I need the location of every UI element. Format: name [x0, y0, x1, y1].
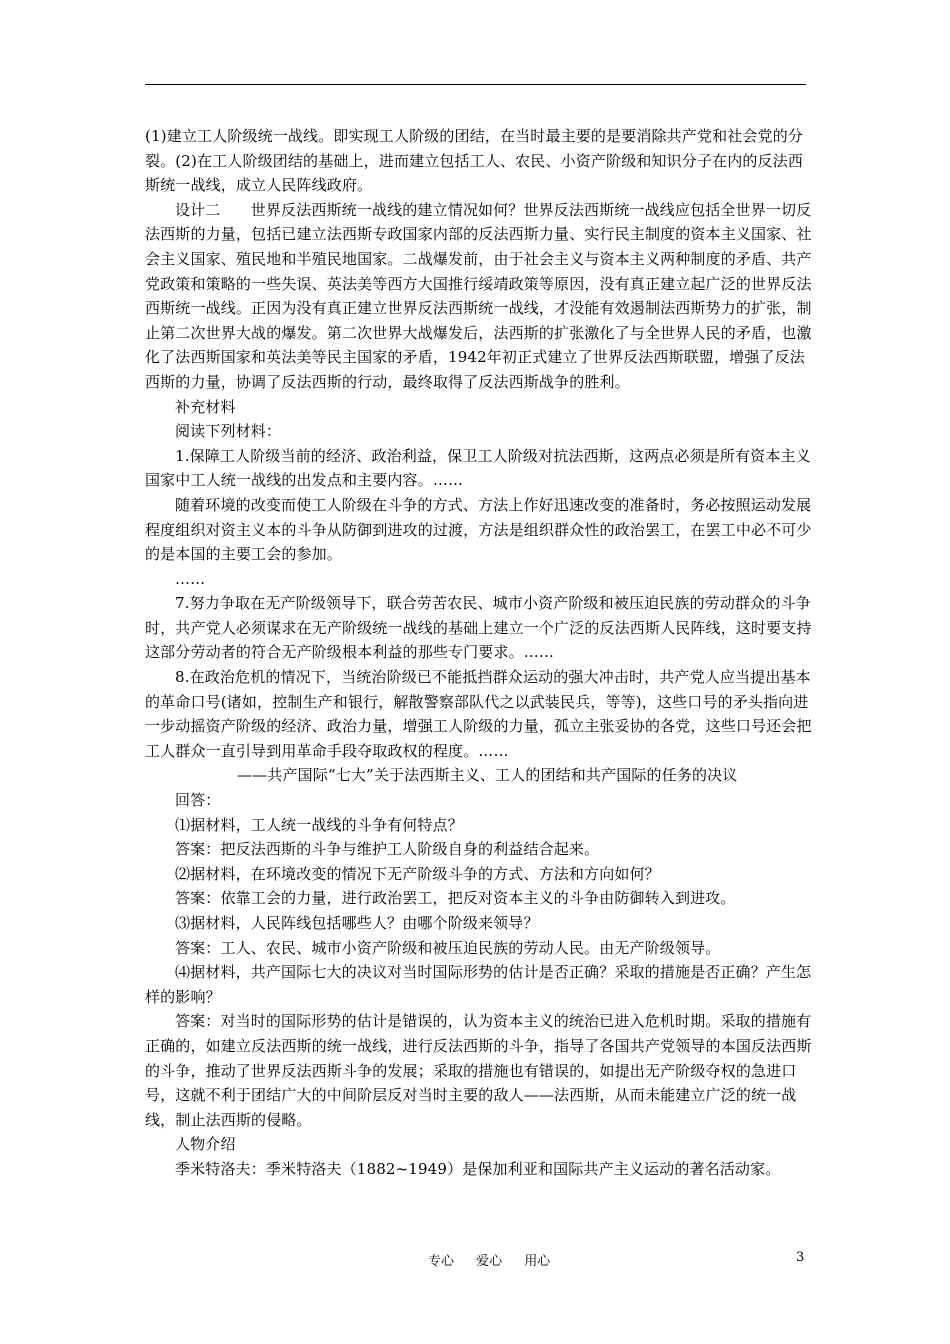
header-rule: [145, 84, 806, 85]
document-body: [145, 124, 815, 1182]
footer-motto: 专心 爱心 用心: [428, 1254, 551, 1269]
question-4: ⑷据材料，共产国际七大的决议对当时国际形势的估计是否正确？采取的措施是否正确？产生怎样的影响？: [145, 963, 812, 1006]
material-item-1: 1.保障工人阶级当前的经济、政治利益，保卫工人阶级对抗法西斯，这两点必须是所有资本主义国家中工人统一战线的出发点和主要内容。……: [145, 446, 811, 490]
page-number: 3: [796, 1250, 805, 1265]
heading-person: 人物介绍: [175, 1135, 236, 1154]
answer-3: 答案：工人、农民、城市小资产阶级和被压迫民族的劳动人民。由无产阶级领导。: [175, 938, 721, 957]
answer-1: 答案：把反法西斯的斗争与维护工人阶级自身的利益结合起来。: [175, 840, 600, 859]
para-design-2: 设计二 世界反法西斯统一战线的建立情况如何？世界反法西斯统一战线应包括全世界一切反法西斯的力量，包括已建立法西斯专政国家内部的反法西斯力量、实行民主制度的资本主义国家、社会主义国家、殖民地和半殖民地国家。二战爆发前，由于社会主义与资本主义两种制度的矛盾、共产党政策和策略的一些失误、英法美等西方大国推行绥靖政策等原因，没有真正建立起广泛的世界反法西斯统一战线。正因为没有真正建立世界反法西斯统一战线，才没能有效遏制法西斯势力的扩张，制止第二次世界大战的爆发。第二次世界大战爆发后，法西斯的扩张激化了与全世界人民的矛盾，也激化了法西斯国家和英法美等民主国家的矛盾，1942年初正式建立了世界反法西斯联盟，增强了反法西斯的力量，协调了反法西斯的行动，最终取得了反法西斯战争的胜利。: [145, 200, 812, 391]
person-intro: 季米特洛夫：季米特洛夫（1882~1949）是保加利亚和国际共产主义运动的著名活动家。: [175, 1159, 781, 1178]
question-2: ⑵据材料，在环境改变的情况下无产阶级斗争的方式、方法和方向如何？: [175, 864, 660, 883]
material-item-7: 7.努力争取在无产阶级领导下，联合劳苦农民、城市小资产阶级和被压迫民族的劳动群众的斗争时，共产党人必须谋求在无产阶级统一战线的基础上建立一个广泛的反法西斯人民阵线，这时要支持这部分劳动者的符合无产阶级根本利益的那些专门要求。……: [145, 594, 812, 662]
para-points: (1)建立工人阶级统一战线。即实现工人阶级的团结，在当时最主要的是要消除共产党和社会党的分裂。(2)在工人阶级团结的基础上，进而建立包括工人、农民、小资产阶级和知识分子在内的反法西斯统一战线，成立人民阵线政府。: [145, 127, 804, 195]
material-source: ——共产国际“七大”关于法西斯主义、工人的团结和共产国际的任务的决议: [237, 766, 738, 785]
question-1: ⑴据材料，工人统一战线的斗争有何特点？: [175, 815, 463, 834]
answer-4: 答案：对当时的国际形势的估计是错误的，认为资本主义的统治已进入危机时期。采取的措施有正确的，如建立反法西斯的统一战线，进行反法西斯的斗争，指导了各国共产党领导的本国反法西斯的斗争，推动了世界反法西斯斗争的发展；采取的措施也有错误的，如提出无产阶级夺权的急进口号，这就不利于团结广大的中间阶层反对当时主要的敌人——法西斯，从而未能建立广泛的统一战线，制止法西斯的侵略。: [145, 1012, 812, 1129]
answer-heading: 回答：: [175, 791, 221, 810]
answer-2: 答案：依靠工会的力量，进行政治罢工，把反对资本主义的斗争由防御转入到进攻。: [175, 889, 736, 908]
question-3: ⑶据材料，人民阵线包括哪些人？由哪个阶级来领导？: [175, 914, 539, 932]
para-read-instruction: 阅读下列材料：: [175, 422, 282, 441]
ellipsis: ……: [175, 569, 206, 588]
material-item-8: 8.在政治危机的情况下，当统治阶级已不能抵挡群众运动的强大冲击时，共产党人应当提出基本的革命口号(诸如，控制生产和银行，解散警察部队代之以武装民兵，等等)，这些口号的矛头指向进一步动摇资产阶级的经济、政治力量，增强工人阶级的力量，孤立主张妥协的各党，这些口号还会把工人群众一直引导到用革命手段夺取政权的程度。……: [145, 668, 812, 760]
material-para-2: 随着环境的改变而使工人阶级在斗争的方式、方法上作好迅速改变的准备时，务必按照运动发展程度组织对资主义本的斗争从防御到进攻的过渡，方法是组织群众性的政治罢工，在罢工中必不可少的是本国的主要工会的参加。: [145, 495, 812, 564]
heading-supplementary: 补充材料: [175, 397, 236, 416]
